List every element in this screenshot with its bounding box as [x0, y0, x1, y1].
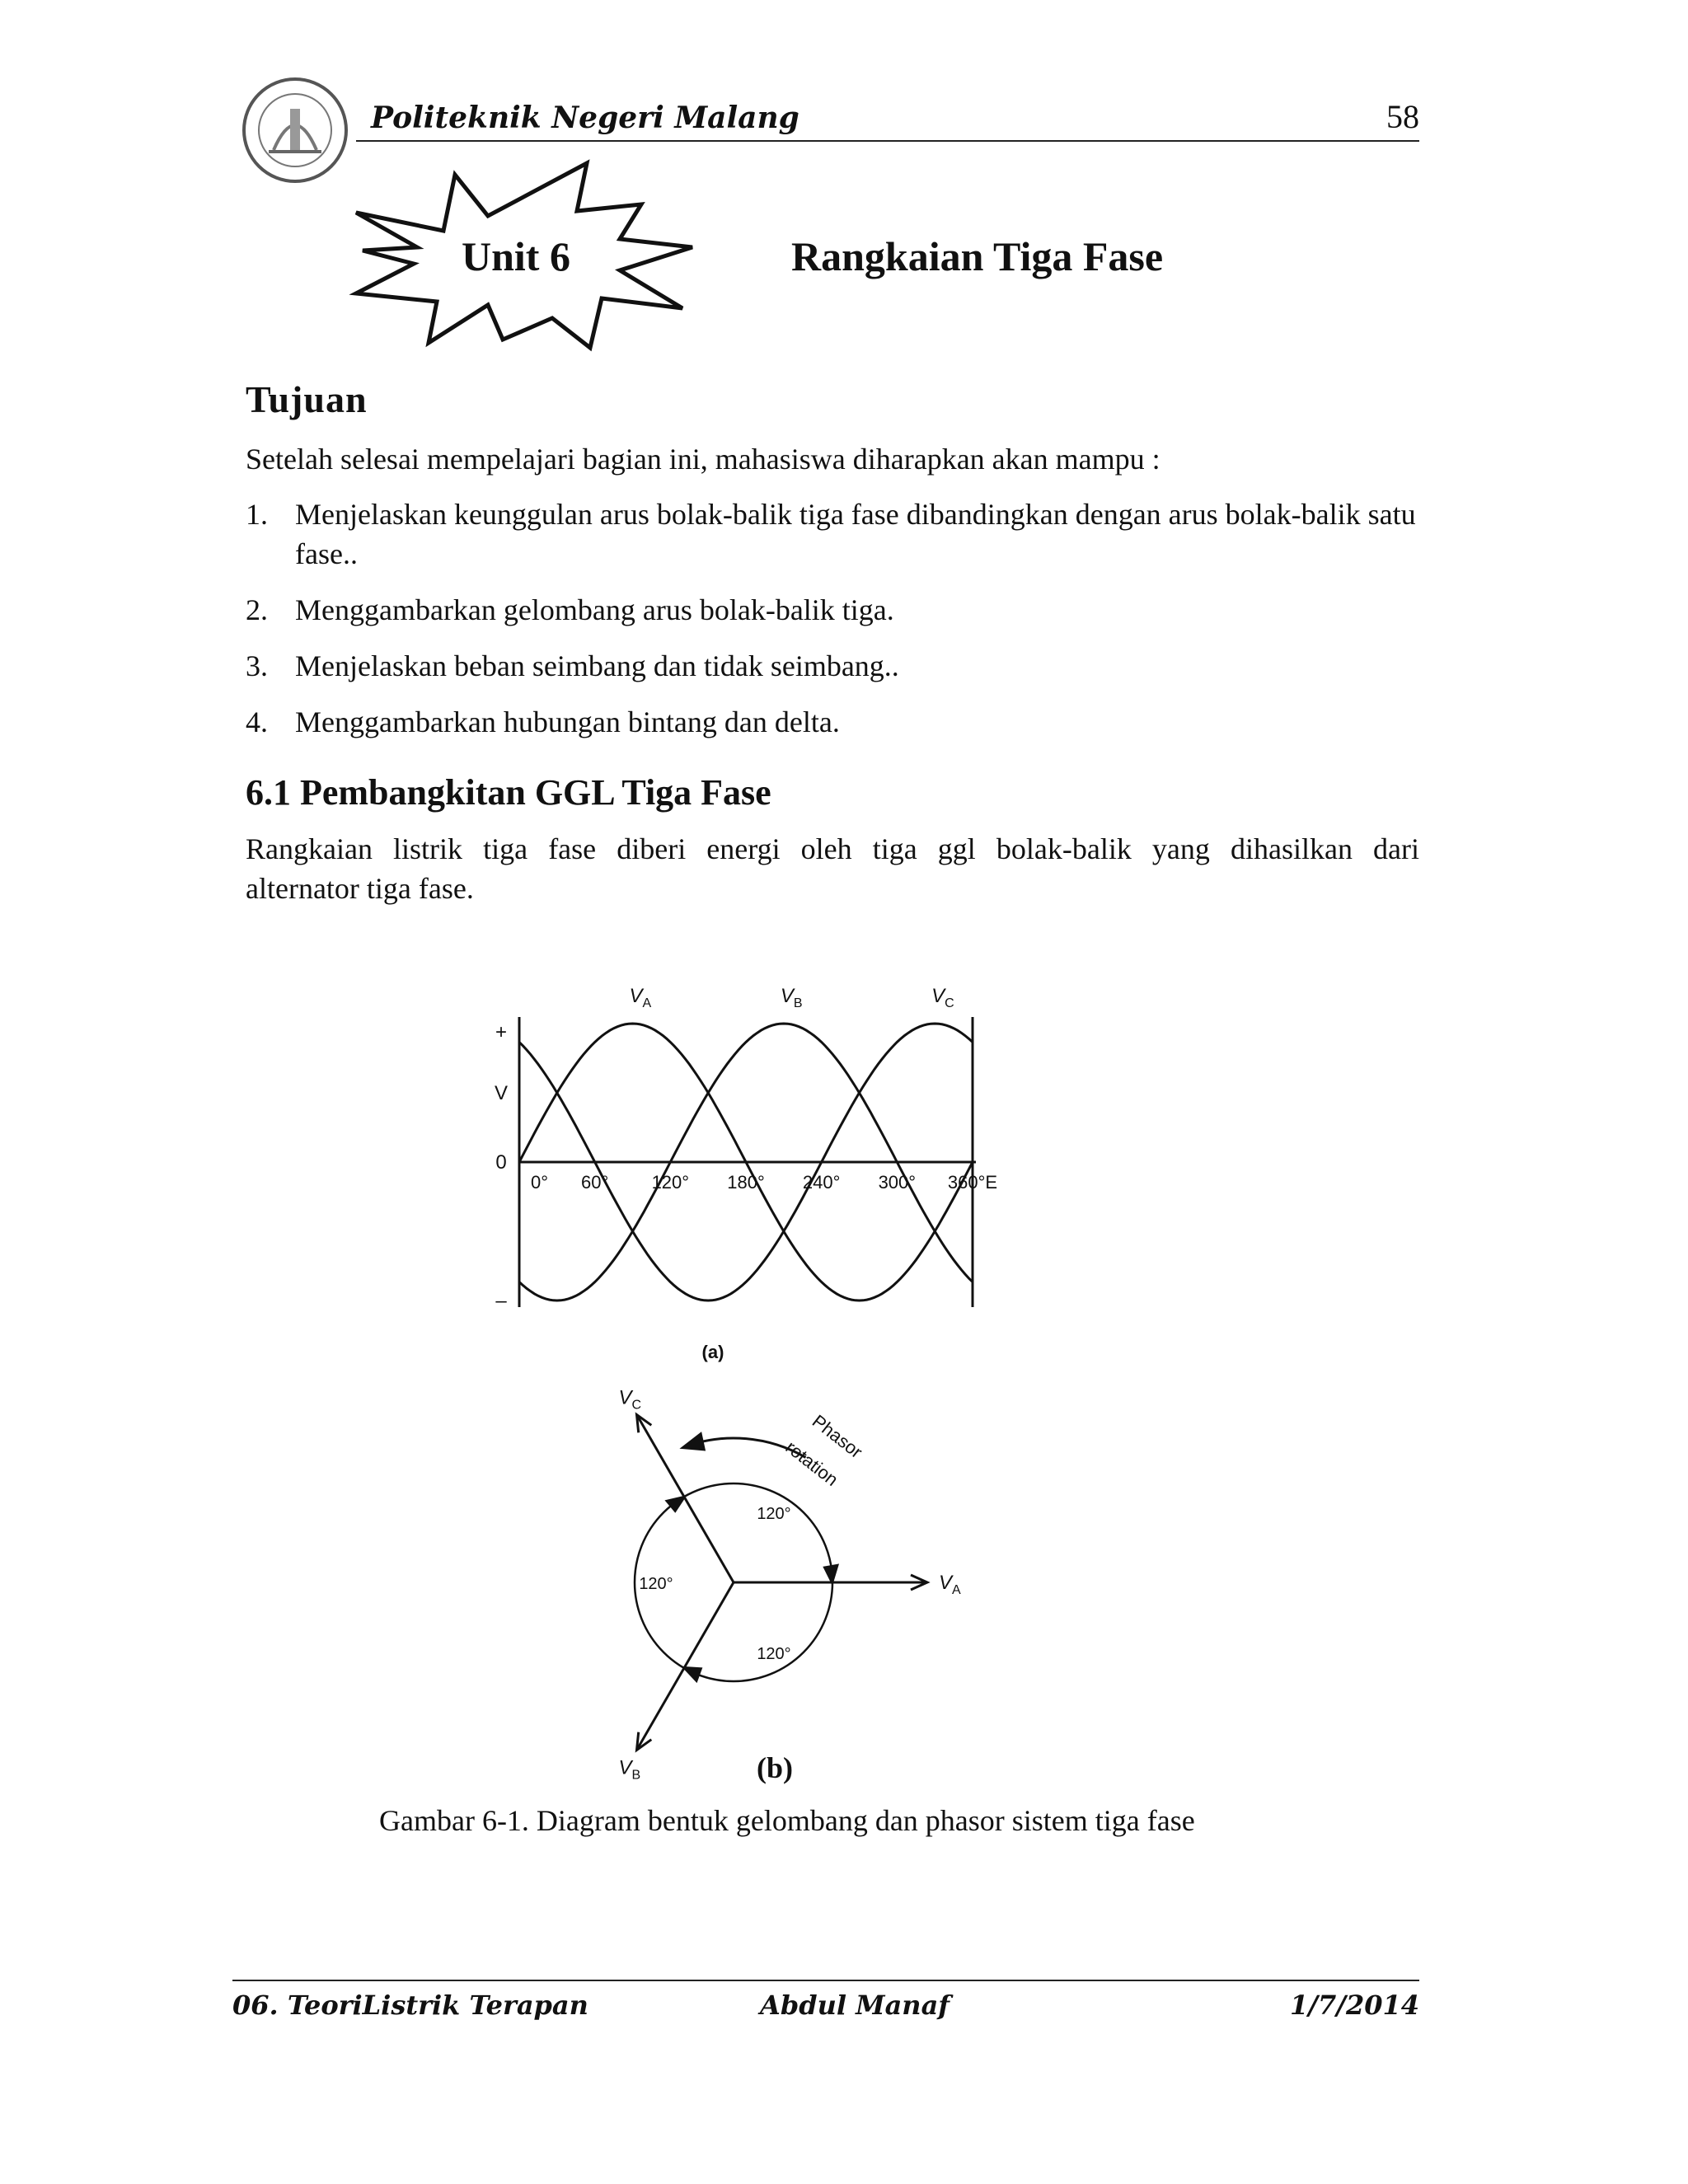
list-item [246, 494, 1419, 574]
list-item-number: 4. [246, 705, 268, 738]
angle-label: 120° [757, 1644, 791, 1663]
chart-title: (a) [701, 1342, 724, 1362]
series-label-vc: $V_C$ [931, 985, 954, 1010]
x-tick-label: 60° [581, 1172, 609, 1193]
x-tick-label: 120° [651, 1172, 690, 1193]
objectives-list [246, 494, 1419, 758]
paragraph-line-1: Rangkaian listrik tiga fase diberi energi oleh tiga ggl bolak-balik yang dihasilkan dari [246, 832, 1419, 865]
x-tick-label: 360°E [947, 1172, 998, 1193]
rotation-label-2: rotation [781, 1436, 842, 1490]
footer-rule [232, 1980, 1419, 1981]
figure-caption: Gambar 6-1. Diagram bentuk gelombang dan phasor sistem tiga fase [379, 1804, 1195, 1837]
list-item-number: 1. [246, 498, 268, 531]
list-item [246, 702, 1419, 742]
paragraph-line-2: alternator tiga fase. [246, 872, 474, 905]
y-axis-label: V [494, 1082, 509, 1104]
phasor-label-vc: $V_C$ [618, 1386, 642, 1413]
series-label-va: $V_A$ [629, 985, 652, 1010]
list-item [246, 590, 1419, 630]
x-tick-label: 180° [727, 1172, 765, 1193]
section-paragraph [246, 829, 1419, 908]
institution-logo [241, 76, 349, 185]
angle-label: 120° [757, 1505, 791, 1524]
y-tick-label: – [495, 1290, 507, 1312]
list-item-text: Menggambarkan gelombang arus bolak-balik tiga. [295, 593, 894, 626]
phasor-diagram [577, 1386, 1006, 1783]
phasor-label-vb: $V_B$ [618, 1756, 641, 1783]
figure-sublabel-b: (b) [757, 1751, 793, 1784]
list-item-text: Menjelaskan beban seimbang dan tidak seimbang.. [295, 649, 899, 682]
tujuan-heading: Tujuan [246, 378, 368, 420]
header-rule [356, 140, 1419, 142]
list-item-text: Menjelaskan keunggulan arus bolak-balik tiga fase dibandingkan dengan arus bolak-balik satu fase.. [295, 498, 1416, 570]
y-tick-label: 0 [495, 1151, 507, 1174]
header-institution: Politeknik Negeri Malang [371, 101, 799, 135]
rotation-label-1: Phasor [808, 1410, 867, 1463]
list-item [246, 646, 1419, 686]
page-number: 58 [1386, 98, 1419, 135]
footer-author: Abdul Manaf [760, 1990, 950, 2021]
series-label-vb: $V_B$ [780, 985, 803, 1010]
x-tick-label: 0° [531, 1172, 549, 1193]
section-heading: 6.1 Pembangkitan GGL Tiga Fase [246, 772, 771, 813]
footer-course: 06. TeoriListrik Terapan [232, 1990, 588, 2021]
list-item-number: 3. [246, 649, 268, 682]
list-item-number: 2. [246, 593, 268, 626]
x-tick-label: 300° [878, 1172, 917, 1193]
tujuan-intro: Setelah selesai mempelajari bagian ini, mahasiswa diharapkan akan mampu : [246, 443, 1160, 476]
phasor-arrowhead [637, 1414, 652, 1432]
rotation-arrowhead [679, 1432, 706, 1451]
waveform-chart [462, 964, 1039, 1360]
angle-label: 120° [639, 1575, 673, 1593]
phasor-arrowhead [637, 1732, 652, 1750]
unit-label: Unit 6 [462, 233, 570, 279]
phasor-label-va: $V_A$ [939, 1572, 961, 1597]
circle-arrow-marker [681, 1666, 702, 1683]
x-tick-label: 240° [802, 1172, 841, 1193]
circle-arrow-marker [664, 1495, 687, 1513]
footer-date: 1/7/2014 [1290, 1990, 1419, 2021]
chapter-title: Rangkaian Tiga Fase [791, 233, 1164, 279]
phasor-line-vb [637, 1582, 734, 1750]
list-item-text: Menggambarkan hubungan bintang dan delta. [295, 705, 840, 738]
y-tick-label: + [495, 1021, 508, 1043]
